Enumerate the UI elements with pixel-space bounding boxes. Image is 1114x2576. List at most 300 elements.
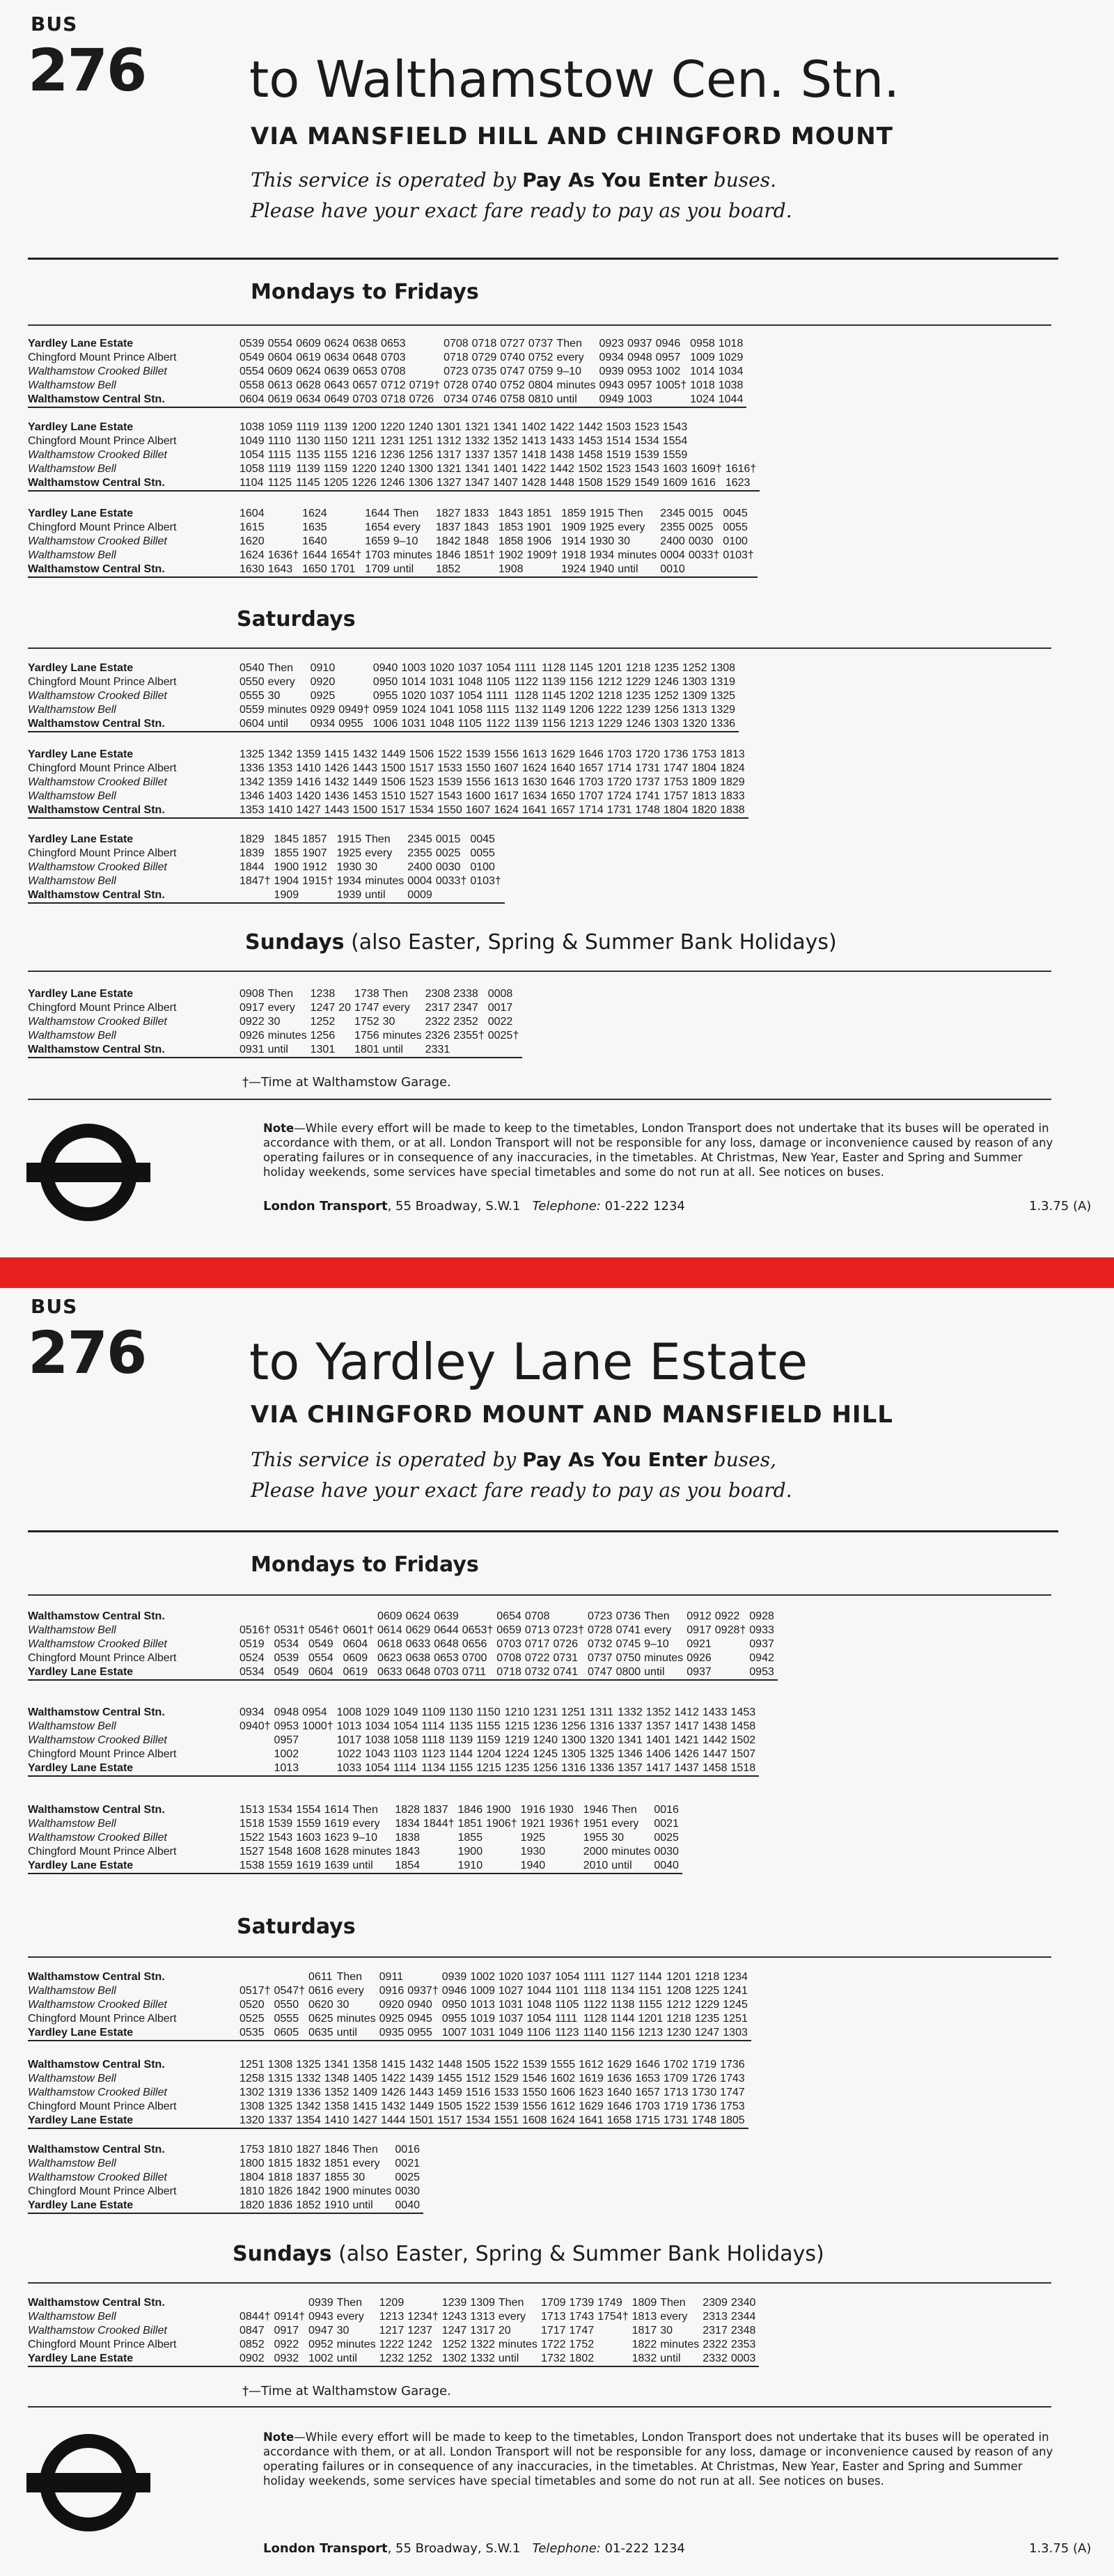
timetable-row xyxy=(28,703,739,717)
departure-time: 1737 xyxy=(635,776,660,788)
departure-time xyxy=(486,1831,521,1845)
departure-time: 0700 xyxy=(462,1652,487,1664)
timetable-row xyxy=(28,1998,751,2012)
departure-time: Then xyxy=(336,2297,363,2309)
departure-time: 0055 xyxy=(470,847,495,859)
departure-time: 1048 xyxy=(526,1999,552,2011)
departure-time: 1834 xyxy=(395,1818,420,1830)
departure-time xyxy=(407,2296,442,2310)
departure-time: 1624 xyxy=(551,2114,579,2128)
departure-time: 2345 xyxy=(660,508,685,519)
stop-name: Yardley Lane Estate xyxy=(28,2199,240,2213)
timetable-row xyxy=(28,365,746,379)
departure-time: 0923 xyxy=(599,338,625,350)
departure-time: 0605 xyxy=(274,2026,309,2041)
departure-time: 1837 xyxy=(296,2171,321,2183)
departure-time: 0619 xyxy=(268,393,297,407)
departure-time: 1247 xyxy=(441,2325,467,2337)
departure-time: 1813 xyxy=(691,790,717,802)
stop-name: Walthamstow Bell xyxy=(28,549,116,561)
departure-time: 1003 xyxy=(627,393,656,407)
departure-time: 1513 xyxy=(240,1804,265,1816)
departure-time: until xyxy=(618,563,660,577)
departure-time: 1946 xyxy=(583,1804,609,1816)
departure-time: 1522 xyxy=(465,2100,491,2112)
departure-time: 0937 xyxy=(749,1638,774,1650)
departure-time: 1341 xyxy=(618,1734,643,1746)
timetable-block xyxy=(28,1610,778,1681)
departure-time: 1258 xyxy=(240,2073,265,2084)
departure-time: 0734 xyxy=(444,393,472,407)
divider xyxy=(28,1594,1051,1596)
departure-time: 1955 xyxy=(583,1832,609,1844)
departure-time: 0103† xyxy=(723,549,754,561)
departure-time: 1714 xyxy=(579,803,607,818)
departure-time: 0021 xyxy=(654,1818,679,1830)
timetable-row xyxy=(28,2171,423,2185)
departure-time: 1054 xyxy=(555,1971,580,1983)
departure-time: 1809 xyxy=(691,776,717,788)
departure-time: 0908 xyxy=(240,988,265,1000)
departure-time: 0516† xyxy=(240,1624,271,1636)
departure-time: 1422 xyxy=(521,463,547,475)
departure-time: 2322 xyxy=(425,1016,450,1028)
departure-time xyxy=(597,2352,632,2366)
departure-time xyxy=(470,888,505,903)
departure-time: 0639 xyxy=(324,366,350,377)
separator-bar xyxy=(0,1257,1114,1288)
timetable-row xyxy=(28,717,739,732)
departure-time xyxy=(268,521,303,535)
bus-label: BUS xyxy=(31,13,78,36)
departure-time: 1410 xyxy=(268,803,297,818)
departure-time: 0030 xyxy=(395,2185,420,2197)
departure-time: 1523 xyxy=(409,776,434,788)
departure-time: 1717 xyxy=(540,2325,566,2337)
departure-time: 0624 xyxy=(324,338,350,350)
departure-time: 0959 xyxy=(372,704,398,716)
departure-time: 1753 xyxy=(663,776,689,788)
departure-time: 2000 xyxy=(583,1846,609,1858)
departure-time: 1442 xyxy=(702,1734,728,1746)
departure-time: 1031 xyxy=(470,2026,499,2041)
departure-time: 1502 xyxy=(577,463,603,475)
departure-time: 0614 xyxy=(377,1624,402,1636)
departure-time: 1843 xyxy=(498,508,524,519)
departure-time: 1013 xyxy=(470,1999,495,2011)
timetable-row xyxy=(28,803,748,818)
departure-time: 1352 xyxy=(493,435,518,447)
departure-time: 1608 xyxy=(296,1846,321,1858)
departure-time: 1915 xyxy=(589,508,615,519)
departure-time: 1503 xyxy=(606,421,631,433)
divider xyxy=(28,971,1051,972)
departure-time: 0934 xyxy=(599,352,625,363)
departure-time: 1155 xyxy=(476,1720,501,1732)
departure-time: 1854 xyxy=(395,1859,423,1874)
divider xyxy=(28,258,1058,260)
departure-time: 1855 xyxy=(457,1832,483,1844)
departure-time: 1748 xyxy=(635,803,664,818)
timetable-row xyxy=(28,874,505,888)
departure-time: Then xyxy=(644,1610,670,1622)
disclaimer-notice: Note—While every effort will be made to keep to the timetables, London Transport does not undertake that its buses will be operated in accordance with them, or at all. London Transport will not be responsible for any loss, damage or inconvenience caused by reason of any operating failures or in consequence of any inaccuracies, in the timetables. At Christmas, New Year, Easter and Spring and Summer holiday weekends, some services have special timetables and some do not run at all. See notices on buses. xyxy=(263,2430,1053,2488)
section-title: Saturdays xyxy=(237,607,356,631)
departure-time xyxy=(715,1665,750,1680)
departure-time: 1722 xyxy=(540,2339,566,2350)
departure-time: 1432 xyxy=(380,2100,406,2112)
departure-time: 1703 xyxy=(579,776,604,788)
departure-time: 1533 xyxy=(494,2087,519,2098)
departure-time: 0619 xyxy=(343,1665,378,1680)
departure-time: 1256 xyxy=(560,1720,586,1732)
departure-time: 1144 xyxy=(448,1748,473,1760)
departure-time: 1529 xyxy=(494,2073,519,2084)
departure-time: 1556 xyxy=(521,2100,547,2112)
departure-time: 1031 xyxy=(498,1999,524,2011)
departure-time: 1752 xyxy=(354,1016,379,1028)
timetable-block xyxy=(28,1706,759,1777)
departure-time xyxy=(453,1043,488,1058)
departure-time: 1220 xyxy=(352,463,377,475)
departure-time: 2331 xyxy=(425,1043,454,1058)
departure-time: 1422 xyxy=(380,2073,406,2084)
departure-time: 1341 xyxy=(464,463,490,475)
departure-time: 1123 xyxy=(421,1748,446,1760)
departure-time: 1630 xyxy=(240,563,268,577)
stop-name: Walthamstow Central Stn. xyxy=(28,1971,165,1983)
departure-time: 1134 xyxy=(421,1761,448,1776)
departure-time: every xyxy=(352,1818,380,1830)
departure-time: 1838 xyxy=(720,803,748,818)
departure-time xyxy=(302,1748,337,1761)
departure-time: every xyxy=(382,1002,410,1014)
departure-time: 1416 xyxy=(296,776,321,788)
departure-time: 0940† xyxy=(240,1720,271,1732)
departure-time: 9–10 xyxy=(556,366,582,377)
departure-time xyxy=(409,337,444,351)
departure-time: 1824 xyxy=(720,762,745,774)
departure-time: 0928 xyxy=(749,1610,774,1622)
stop-name: Walthamstow Bell xyxy=(28,1818,116,1830)
departure-time: 2010 xyxy=(583,1859,612,1874)
departure-time: 0939 xyxy=(599,366,625,377)
departure-time: 1539 xyxy=(267,1818,293,1830)
departure-time: 0653 xyxy=(380,338,406,350)
departure-time: 1321 xyxy=(436,463,462,475)
departure-time: 0524 xyxy=(240,1652,265,1664)
departure-time: 0025 xyxy=(435,847,461,859)
departure-time: 1237 xyxy=(407,2325,432,2337)
departure-time: 1754† xyxy=(597,2311,629,2323)
departure-time: 1319 xyxy=(267,2087,293,2098)
departure-time: 1037 xyxy=(498,2013,524,2025)
stop-name: Walthamstow Central Stn. xyxy=(28,2144,165,2155)
departure-time: 1353 xyxy=(267,762,293,774)
departure-time: 0604 xyxy=(343,1638,368,1650)
departure-time: 1534 xyxy=(409,803,438,818)
departure-time: 1934 xyxy=(336,875,362,887)
departure-time: 1151 xyxy=(638,1985,662,1997)
departure-time: 0033† xyxy=(688,549,720,561)
departure-time: 1428 xyxy=(521,476,550,491)
departure-time: 1206 xyxy=(569,704,595,716)
departure-time: 1401 xyxy=(493,463,518,475)
departure-time: minutes xyxy=(498,2339,538,2350)
departure-time: 1418 xyxy=(521,449,547,461)
departure-time: 1843 xyxy=(395,1846,420,1858)
divider xyxy=(28,647,1051,649)
departure-time xyxy=(302,1734,337,1748)
departure-time: 0643 xyxy=(324,379,350,391)
departure-time: 0025 xyxy=(688,521,714,533)
departure-time: 0847 xyxy=(240,2325,265,2337)
departure-time: 1623 xyxy=(324,1832,350,1844)
departure-time: 2345 xyxy=(407,833,432,845)
departure-time: 1357 xyxy=(618,1761,646,1776)
stop-name: Walthamstow Central Stn. xyxy=(28,803,240,818)
departure-time xyxy=(338,1029,354,1043)
stop-name: Chingford Mount Prince Albert xyxy=(28,1846,177,1858)
timetable-row xyxy=(28,521,758,535)
departure-time: 1034 xyxy=(365,1720,390,1732)
departure-time: 0922 xyxy=(714,1610,740,1622)
departure-time: 1608 xyxy=(522,2114,551,2128)
departure-time: 1145 xyxy=(542,690,566,702)
departure-time: 1549 xyxy=(634,476,663,491)
departure-time: 0922 xyxy=(240,1016,265,1028)
departure-time: 0535 xyxy=(240,2026,274,2041)
departure-time: 0949† xyxy=(338,704,370,716)
departure-time: 1939 xyxy=(337,888,366,903)
departure-time: 1546 xyxy=(521,2073,547,2084)
departure-time: 1818 xyxy=(267,2171,293,2183)
departure-time: 1720 xyxy=(606,776,632,788)
section-title: Saturdays xyxy=(237,1915,356,1939)
disclaimer-notice: Note—While every effort will be made to keep to the timetables, London Transport does not undertake that its buses will be operated in accordance with them, or at all. London Transport will not be responsible for any loss, damage or inconvenience caused by reason of any operating failures or in consequence of any inaccuracies, in the timetables. At Christmas, New Year, Easter and Spring and Summer holiday weekends, some services have special timetables and some do not run at all. See notices on buses. xyxy=(263,1122,1053,1179)
stop-name: Yardley Lane Estate xyxy=(28,748,134,760)
operator-address: London Transport, 55 Broadway, S.W.1 Telephone: 01-222 1234 xyxy=(263,1199,685,1214)
stop-name: Yardley Lane Estate xyxy=(28,2114,240,2128)
departure-time: 1900 xyxy=(324,2185,350,2197)
departure-time: 2348 xyxy=(730,2325,756,2337)
departure-time: every xyxy=(393,521,421,533)
stop-name: Walthamstow Crooked Billet xyxy=(28,1638,167,1650)
departure-time: 1442 xyxy=(549,463,574,475)
departure-time xyxy=(274,1610,309,1624)
departure-time: 1134 xyxy=(611,1985,635,1997)
departure-time: 1539 xyxy=(437,776,462,788)
departure-time: 1128 xyxy=(514,690,539,702)
departure-time: 1300 xyxy=(560,1734,586,1746)
departure-time: 0648 xyxy=(352,352,377,363)
departure-time: 1448 xyxy=(549,476,578,491)
departure-time: 1002 xyxy=(655,366,681,377)
departure-time: 1352 xyxy=(324,2087,350,2098)
departure-time: 1252 xyxy=(441,2339,467,2350)
departure-time: 1709 xyxy=(540,2297,566,2309)
departure-time: every xyxy=(336,1985,364,1997)
departure-time: minutes xyxy=(352,1846,392,1858)
departure-time: 1624 xyxy=(521,762,547,774)
departure-time: 1554 xyxy=(296,1804,321,1816)
timetable-row xyxy=(28,1803,682,1817)
departure-time: 1646 xyxy=(579,748,604,760)
timetable-row xyxy=(28,2026,751,2041)
timetable-row xyxy=(28,1859,682,1874)
departure-time: 30 xyxy=(352,2171,366,2183)
departure-time: 1211 xyxy=(352,435,376,447)
departure-time: 1543 xyxy=(267,1832,293,1844)
departure-time: 1612 xyxy=(550,2100,576,2112)
departure-time: 1417 xyxy=(646,1761,675,1776)
departure-time: 1640 xyxy=(302,535,327,547)
timetable-row xyxy=(28,2100,748,2114)
departure-time: 1128 xyxy=(583,2013,608,2025)
departure-time: 1522 xyxy=(494,2059,519,2071)
departure-time: 0800 xyxy=(616,1665,645,1680)
departure-time: 1432 xyxy=(324,776,350,788)
departure-time: 0939 xyxy=(308,2297,334,2309)
departure-time: 1559 xyxy=(662,449,688,461)
departure-time: 1720 xyxy=(635,748,660,760)
departure-time: 1609† xyxy=(691,463,722,475)
departure-time: 1909 xyxy=(274,888,303,903)
departure-time: 1556 xyxy=(465,776,491,788)
departure-time: 0932 xyxy=(274,2352,309,2366)
departure-time: 1900 xyxy=(457,1846,483,1858)
departure-time: 1449 xyxy=(380,748,406,760)
departure-time: Then xyxy=(556,338,582,350)
departure-time: 1732 xyxy=(541,2352,570,2366)
departure-time: 0726 xyxy=(409,393,444,407)
departure-time: 1144 xyxy=(638,1971,662,1983)
timetable-block xyxy=(28,661,739,732)
departure-time: 0740 xyxy=(471,379,497,391)
departure-time: 1514 xyxy=(606,435,631,447)
departure-time: 0750 xyxy=(615,1652,641,1664)
departure-time: 1252 xyxy=(654,690,679,702)
departure-time: 1234 xyxy=(723,1971,748,1983)
stop-name: Walthamstow Central Stn. xyxy=(28,2297,165,2309)
departure-time: 2317 xyxy=(703,2325,728,2337)
departure-time: every xyxy=(267,1002,295,1014)
departure-time: 1822 xyxy=(631,2339,657,2350)
departure-time: 1149 xyxy=(542,704,566,716)
timetable-row xyxy=(28,2157,423,2171)
departure-time: 0950 xyxy=(441,1999,467,2011)
departure-time: 1604 xyxy=(240,508,265,519)
departure-time: 0613 xyxy=(267,379,293,391)
departure-time: 1013 xyxy=(274,1761,303,1776)
departure-time: 1616 xyxy=(691,476,725,491)
departure-time: 1201 xyxy=(666,1971,691,1983)
departure-time: 1110 xyxy=(267,435,291,447)
departure-time: 1442 xyxy=(577,421,603,433)
departure-time: 0025 xyxy=(654,1832,679,1844)
stop-name: Walthamstow Bell xyxy=(28,1985,116,1997)
departure-time: 1306 xyxy=(408,476,437,491)
departure-time xyxy=(409,351,444,365)
issue-date: 1.3.75 (A) xyxy=(1029,2541,1092,2556)
departure-time: 0741 xyxy=(553,1665,588,1680)
departure-time: 1218 xyxy=(625,662,651,674)
departure-time: 0937 xyxy=(687,1665,715,1680)
departure-time: 0030 xyxy=(654,1846,679,1858)
departure-time: 1201 xyxy=(638,2013,664,2025)
departure-time: 1313 xyxy=(682,704,707,716)
timetable-row xyxy=(28,1043,522,1058)
departure-time: until xyxy=(393,563,436,577)
departure-time xyxy=(240,1970,274,1984)
departure-time: minutes xyxy=(336,2013,376,2025)
departure-time: until xyxy=(352,1859,395,1874)
stop-name: Yardley Lane Estate xyxy=(28,833,134,845)
divider xyxy=(28,1530,1058,1532)
departure-time: 2338 xyxy=(453,988,478,1000)
timetable-row xyxy=(28,1665,778,1680)
departure-time: 0616 xyxy=(308,1985,334,1997)
departure-time: 1846 xyxy=(457,1804,483,1816)
timetable-row xyxy=(28,448,760,462)
departure-time: 0633 xyxy=(405,1638,431,1650)
timetable-row xyxy=(28,1984,751,1998)
departure-time: 0934 xyxy=(240,1706,265,1718)
stop-name: Chingford Mount Prince Albert xyxy=(28,435,177,447)
departure-time: 1743 xyxy=(720,2073,745,2084)
departure-time: 1336 xyxy=(590,1761,618,1776)
departure-time: 1650 xyxy=(550,790,576,802)
departure-time: 1426 xyxy=(324,762,350,774)
departure-time: 0931 xyxy=(240,1043,268,1058)
departure-time: 0618 xyxy=(377,1638,402,1650)
departure-time: 1038 xyxy=(718,379,744,391)
departure-time: Then xyxy=(382,988,409,1000)
departure-time: 1842 xyxy=(435,535,461,547)
departure-time: 1851 xyxy=(526,508,552,519)
departure-time: 0604 xyxy=(240,717,268,732)
departure-time: 1407 xyxy=(493,476,521,491)
departure-time: 0040 xyxy=(654,1859,682,1874)
departure-time: 1215 xyxy=(476,1761,505,1776)
stop-name: Chingford Mount Prince Albert xyxy=(28,847,177,859)
payment-note: This service is operated by Pay As You Enter buses, xyxy=(251,1448,776,1471)
stop-name: Yardley Lane Estate xyxy=(28,1665,240,1680)
departure-time: 0525 xyxy=(240,2013,265,2025)
departure-time: every xyxy=(352,2158,380,2169)
departure-time: 1205 xyxy=(324,476,352,491)
departure-time: 1357 xyxy=(645,1720,671,1732)
departure-time: 0708 xyxy=(524,1610,550,1622)
departure-time: 0810 xyxy=(528,393,557,407)
departure-time xyxy=(240,1748,274,1761)
departure-time: 1448 xyxy=(437,2059,462,2071)
departure-time: 1609 xyxy=(663,476,691,491)
departure-time: minutes xyxy=(393,549,432,561)
departure-time: 0940 xyxy=(372,662,398,674)
departure-time: 1235 xyxy=(625,690,651,702)
departure-time: 0649 xyxy=(324,393,353,407)
departure-time: 0559 xyxy=(240,704,265,716)
departure-time: 1731 xyxy=(635,762,660,774)
departure-time: 1458 xyxy=(577,449,603,461)
departure-time: 1359 xyxy=(267,776,293,788)
departure-time: 0703 xyxy=(434,1665,462,1680)
departure-time: 1713 xyxy=(540,2311,566,2323)
departure-time xyxy=(723,563,758,577)
timetable-block xyxy=(28,2143,423,2214)
departure-time: 0740 xyxy=(500,352,525,363)
